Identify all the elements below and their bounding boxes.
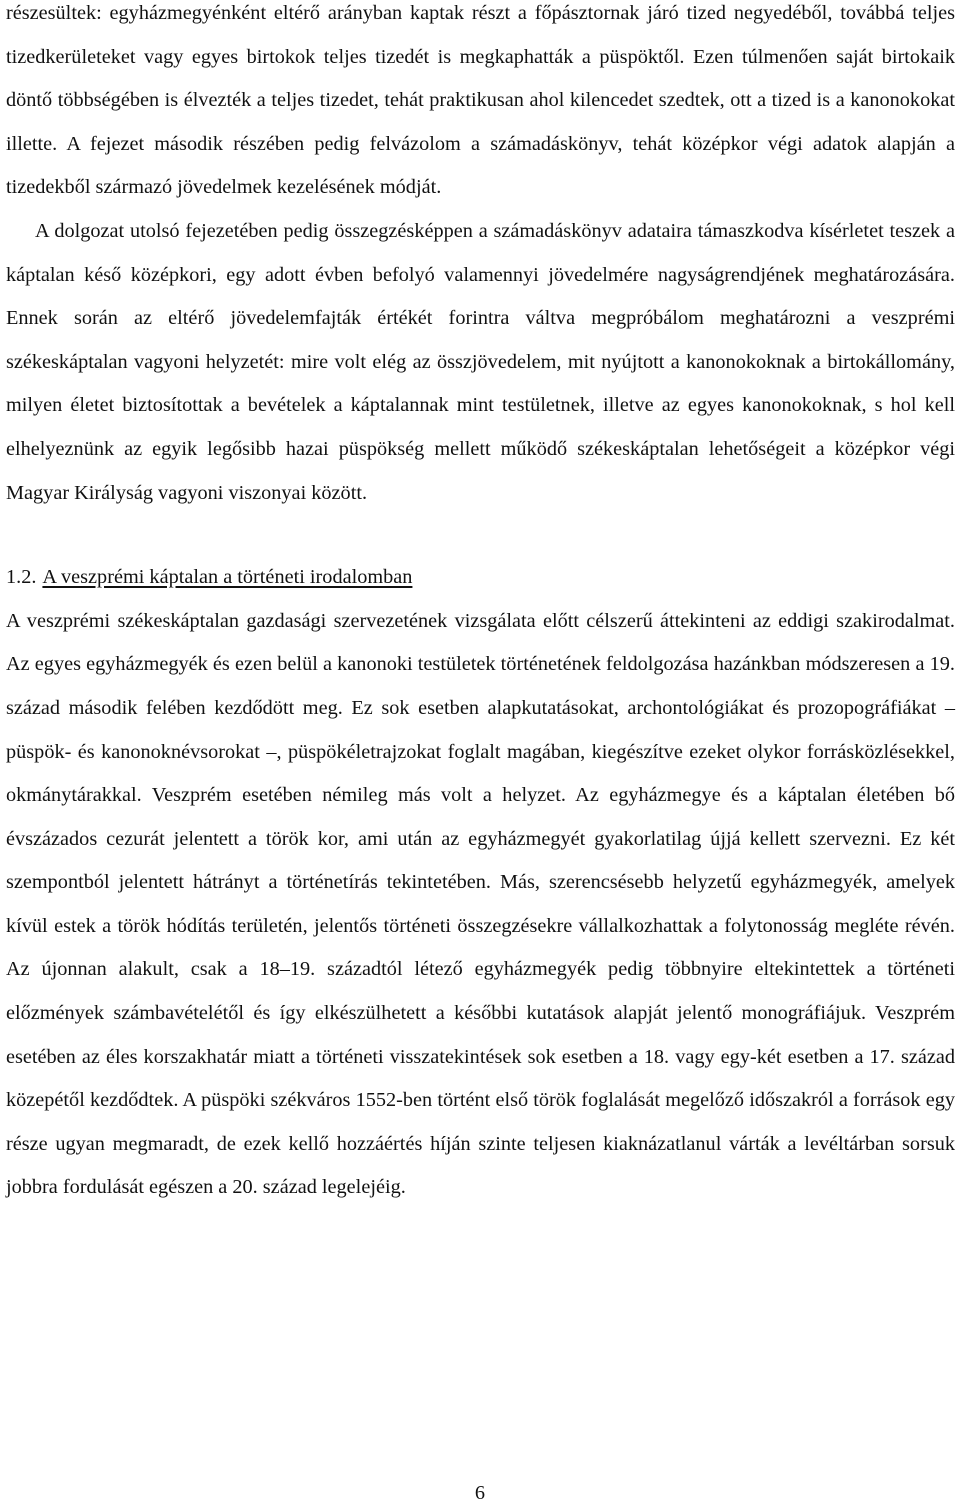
document-page (6, 0, 955, 1210)
body-paragraph: A dolgozat utolsó fejezetében pedig összegzésképpen a számadáskönyv adataira támaszkodva kísérletet teszek a káptalan késő középkori, egy adott évben befolyó valamennyi jövedelmére nagyságrendjének meghatározására. Ennek során az eltérő jövedelemfajták értékét forintra váltva megpróbálom meghatározni a veszprémi székeskáptalan vagyoni helyzetét: mire volt elég az összjövedelem, mit nyújtott a kanonokoknak a birtokállomány, milyen életet biztosítottak a bevételek a káptalannak mint testületnek, illetve az egyes kanonokoknak, s hol kell elhelyeznünk az egyik legősibb hazai püspökség mellett működő székeskáptalan lehetőségeit a középkor végi Magyar Királyság vagyoni viszonyai között. (6, 219, 955, 504)
section-paragraph: A veszprémi székeskáptalan gazdasági szervezetének vizsgálata előtt célszerű áttekinteni az eddigi szakirodalmat. Az egyes egyházmegyék és ezen belül a kanonoki testületek történetének feldolgozása hazánkban módszeresen a 19. század második felében kezdődött meg. Ez sok esetben alapkutatásokat, archontológiákat és prozopográfiákat – püspök- és kanonoknévsorokat –, püspökéletrajzokat foglalt magában, kiegészítve ezeket olykor forrásközlésekkel, okmánytárakkal. Veszprém esetében némileg más volt a helyzet. Az egyházmegye és a káptalan életében bő évszázados cezurát jelentett a török kor, ami után az egyházmegyét gyakorlatilag újjá kellett szervezni. Ez két szempontból jelentett hátrányt a történetírás tekintetében. Más, szerencsésebb helyzetű egyházmegyék, amelyek kívül estek a török hódítás területén, jelentős történeti összegzésekre vállalkozhattak a folytonosság megléte révén. Az újonnan alakult, csak a 18–19. századtól létező egyházmegyék pedig többnyire eltekintettek a történeti előzmények számbavételétől és így elkészülhetett a későbbi kutatások alapját jelentő monográfiájuk. Veszprém esetében az éles korszakhatár miatt a történeti visszatekintések sok esetben a 18. vagy egy-két esetben a 17. század közepétől kezdődtek. A püspöki székváros 1552-ben történt első török foglalását megelőző időszakról a források egy része ugyan megmaradt, de ezek kellő hozzáértés híján szinte teljesen kiaknázatlanul várták a levéltárban sorsuk jobbra fordulását egészen a 20. század legelejéig. (6, 609, 955, 1199)
section-title: A veszprémi káptalan a történeti irodalomban (42, 566, 413, 589)
section-heading (6, 556, 955, 600)
page-number: 6 (474, 1482, 486, 1504)
section-number: 1.2. (6, 566, 37, 589)
body-paragraph-continued: részesültek: egyházmegyénként eltérő arányban kaptak részt a főpásztornak járó tized negyedéből, továbbá teljes tizedkerületeket vagy egyes birtokok teljes tizedét is megkaphatták a püspöktől. Ezen túlmenően saját birtokaik döntő többségében is élvezték a teljes tizedet, tehát praktikusan ahol kilencedet szedtek, ott a tized is a kanonokokat illette. A fejezet második részében pedig felvázolom a számadáskönyv, tehát középkor végi adatok alapján a tizedekből származó jövedelmek kezelésének módját. (6, 2, 955, 199)
